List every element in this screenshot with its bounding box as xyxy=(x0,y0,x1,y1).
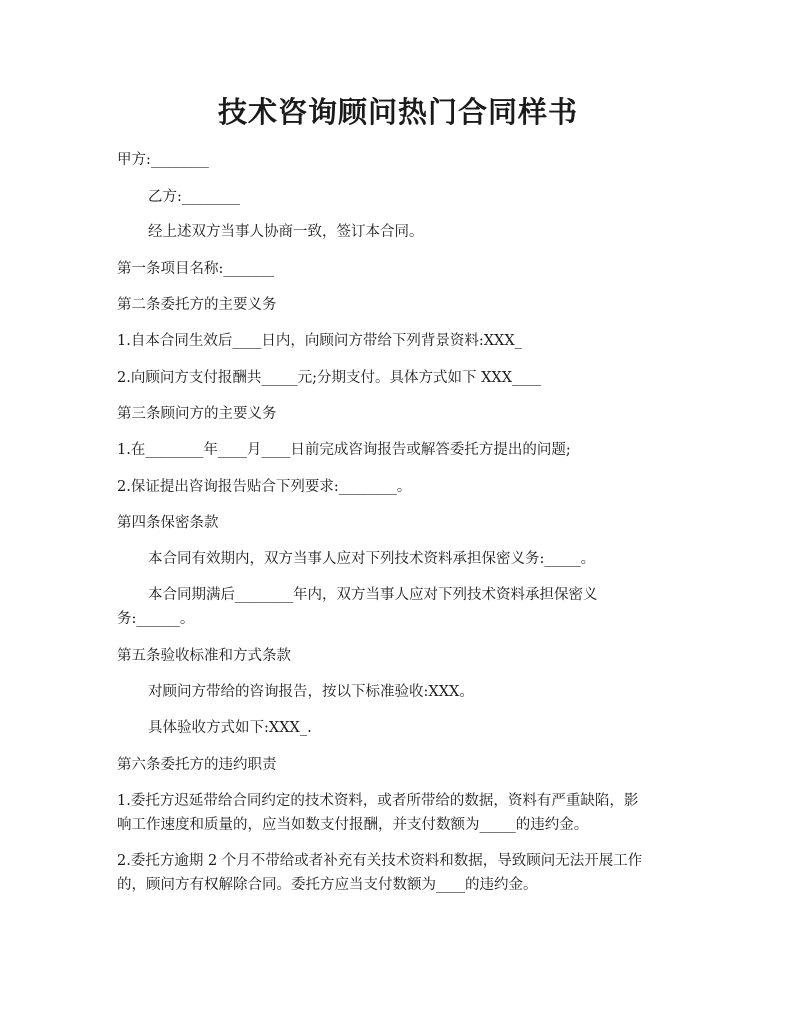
article-6-item-1-line-1: 1.委托方迟延带给合同约定的技术资料，或者所带给的数据，资料有严重缺陷，影 xyxy=(117,793,639,809)
article-2-item-1: 1.自本合同生效后____日内，向顾问方带给下列背景资料:XXX_ xyxy=(117,333,522,349)
article-5-paragraph-2: 具体验收方式如下:XXX_. xyxy=(148,720,312,736)
document-title: 技术咨询顾问热门合同样书 xyxy=(217,95,578,129)
article-4-paragraph-2-line-1: 本合同期满后________年内，双方当事人应对下列技术资料承担保密义 xyxy=(148,587,598,603)
article-5-heading: 第五条验收标准和方式条款 xyxy=(117,648,291,664)
article-6-item-2-line-1: 2.委托方逾期 2 个月不带给或者补充有关技术资料和数据，导致顾问无法开展工作 xyxy=(117,853,643,869)
article-1-project-name: 第一条项目名称:_______ xyxy=(117,261,275,277)
article-6-heading: 第六条委托方的违约职责 xyxy=(117,757,277,773)
article-3-item-1: 1.在________年____月____日前完成咨询报告或解答委托方提出的问题; xyxy=(117,442,571,458)
article-3-item-2: 2.保证提出咨询报告贴合下列要求:________。 xyxy=(117,479,412,495)
article-2-item-2: 2.向顾问方支付报酬共_____元;分期支付。具体方式如下 XXX____ xyxy=(117,370,542,386)
party-a-line: 甲方:________ xyxy=(117,152,209,168)
article-2-heading: 第二条委托方的主要义务 xyxy=(117,297,277,313)
article-3-heading: 第三条顾问方的主要义务 xyxy=(117,406,277,422)
article-4-paragraph-2-line-2: 务:______。 xyxy=(117,611,195,627)
intro-paragraph: 经上述双方当事人协商一致，签订本合同。 xyxy=(148,224,424,240)
article-6-item-2-line-2: 的，顾问方有权解除合同。委托方应当支付数额为____的违约金。 xyxy=(117,877,538,893)
article-5-paragraph-1: 对顾问方带给的咨询报告，按以下标准验收:XXX。 xyxy=(148,684,474,700)
article-4-paragraph-1: 本合同有效期内，双方当事人应对下列技术资料承担保密义务:_____。 xyxy=(148,551,596,567)
party-b-line: 乙方:________ xyxy=(148,189,240,205)
article-6-item-1-line-2: 响工作速度和质量的，应当如数支付报酬，并支付数额为_____的违约金。 xyxy=(117,817,589,833)
article-4-heading: 第四条保密条款 xyxy=(117,515,219,531)
